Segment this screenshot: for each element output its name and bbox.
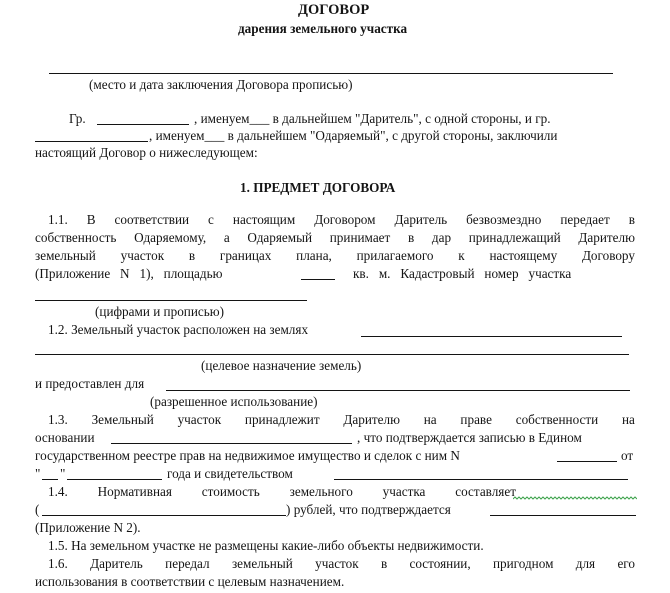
document-title: ДОГОВОР bbox=[298, 2, 370, 18]
place-date-line bbox=[49, 73, 613, 74]
donor-name-line bbox=[97, 124, 189, 125]
p14-line2a: ( bbox=[35, 502, 40, 517]
intro-line1: , именуем___ в дальнейшем "Даритель", с одной стороны, и гр. bbox=[194, 111, 551, 126]
use-line bbox=[166, 390, 630, 391]
intro-line3: настоящий Договор о нижеследующем: bbox=[35, 145, 258, 160]
p13-line3b: от bbox=[621, 448, 634, 463]
p11-line3: земельный участок в границах плана, прилагаемого к настоящему Договору bbox=[35, 248, 635, 263]
lands-line-2 bbox=[35, 354, 629, 355]
p13-line4a: " bbox=[35, 466, 41, 481]
p14-line2b: ) рублей, что подтверждается bbox=[286, 502, 451, 517]
intro-line2: , именуем___ в дальнейшем "Одаряемый", с другой стороны, заключили bbox=[149, 128, 558, 143]
purpose-caption: (целевое назначение земель) bbox=[201, 358, 362, 373]
p13-line1: 1.3. Земельный участок принадлежит Дарителю на праве собственности на bbox=[48, 412, 635, 427]
day-line bbox=[42, 479, 58, 480]
digits-caption: (цифрами и прописью) bbox=[95, 304, 225, 319]
section-heading: 1. ПРЕДМЕТ ДОГОВОРА bbox=[240, 180, 396, 195]
p11-line1: 1.1. В соответствии с настоящим Договором Даритель безвозмездно передает в bbox=[48, 212, 635, 227]
p13-line4b: " bbox=[60, 466, 66, 481]
use-caption: (разрешенное использование) bbox=[150, 394, 318, 409]
p13-line2b: , что подтверждается записью в Едином bbox=[357, 430, 582, 445]
p14-line1: 1.4. Нормативная стоимость земельного участка составляет bbox=[48, 484, 516, 499]
p14-line3: (Приложение N 2). bbox=[35, 520, 141, 535]
area-line bbox=[301, 279, 335, 280]
p16-line2: использования в соответствии с целевым назначением. bbox=[35, 574, 345, 589]
certificate-line bbox=[334, 479, 628, 480]
p12-text: 1.2. Земельный участок расположен на землях bbox=[48, 322, 309, 337]
p15-text: 1.5. На земельном участке не размещены какие-либо объекты недвижимости. bbox=[48, 538, 484, 553]
p16-line1: 1.6. Даритель передал земельный участок в состоянии, пригодном для его bbox=[48, 556, 635, 571]
document-subtitle: дарения земельного участка bbox=[238, 21, 408, 36]
month-line bbox=[67, 479, 162, 480]
value-line bbox=[42, 515, 286, 516]
p11-line4a: (Приложение N 1), площадью bbox=[35, 266, 223, 281]
lands-line bbox=[361, 336, 622, 337]
p13-line3a: государственном реестре прав на недвижимое имущество и сделок с ним N bbox=[35, 448, 460, 463]
place-date-caption: (место и дата заключения Договора прописью) bbox=[89, 77, 353, 92]
basis-line bbox=[111, 443, 352, 444]
p13-line2a: основании bbox=[35, 430, 95, 445]
spellcheck-underline bbox=[513, 496, 637, 500]
registry-number-line bbox=[557, 461, 617, 462]
p13-line4c: года и свидетельством bbox=[167, 466, 293, 481]
cadastral-line bbox=[35, 300, 307, 301]
provided-for-text: и предоставлен для bbox=[35, 376, 145, 391]
donee-name-line bbox=[35, 141, 148, 142]
intro-gr: Гр. bbox=[69, 111, 86, 126]
p11-line4b: кв. м. Кадастровый номер участка bbox=[353, 266, 572, 281]
p11-line2: собственность Одаряемому, а Одаряемый принимает в дар принадлежащий Дарителю bbox=[35, 230, 635, 245]
confirm-line bbox=[490, 515, 636, 516]
